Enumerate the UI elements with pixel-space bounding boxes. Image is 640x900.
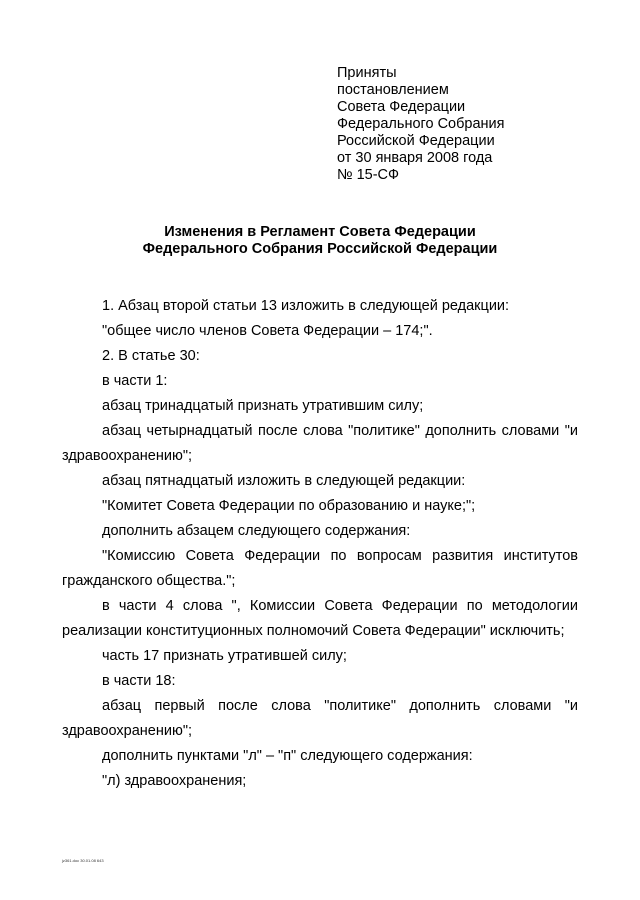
paragraph: абзац четырнадцатый после слова "политике" дополнить словами "и здравоохранению";: [62, 423, 578, 464]
paragraph: в части 1:: [102, 373, 168, 389]
paragraph: абзац тринадцатый признать утратившим силу;: [102, 398, 424, 414]
document-title: [0, 224, 640, 258]
document-body: [62, 294, 578, 794]
paragraph: 2. В статье 30:: [102, 348, 200, 364]
paragraph: абзац пятнадцатый изложить в следующей редакции:: [102, 473, 466, 489]
stamp-line: Приняты: [337, 65, 397, 81]
stamp-line: от 30 января 2008 года: [337, 150, 493, 166]
paragraph: в части 4 слова ", Комиссии Совета Федерации по методологии реализации конституционных полномочий Совета Федерации" исключить;: [62, 598, 578, 639]
stamp-line: Совета Федерации: [337, 99, 466, 115]
stamp-line: постановлением: [337, 82, 449, 98]
paragraph: абзац первый после слова "политике" дополнить словами "и здравоохранению";: [62, 698, 578, 739]
stamp-line: № 15-СФ: [337, 167, 400, 183]
paragraph: 1. Абзац второй статьи 13 изложить в следующей редакции:: [102, 298, 510, 314]
paragraph: "Комиссию Совета Федерации по вопросам развития институтов гражданского общества.";: [62, 548, 578, 589]
stamp-line: Федерального Собрания: [337, 116, 505, 132]
paragraph: "общее число членов Совета Федерации – 174;".: [102, 323, 433, 339]
paragraph: "Комитет Совета Федерации по образованию и науке;";: [102, 498, 476, 514]
paragraph: дополнить пунктами "л" – "п" следующего содержания:: [102, 748, 473, 764]
paragraph: "л) здравоохранения;: [102, 773, 247, 789]
adoption-stamp: [337, 65, 505, 184]
stamp-line: Российской Федерации: [337, 133, 495, 149]
paragraph: дополнить абзацем следующего содержания:: [102, 523, 411, 539]
paragraph: часть 17 признать утратившей силу;: [102, 648, 347, 664]
paragraph: в части 18:: [102, 673, 176, 689]
title-line-1: Изменения в Регламент Совета Федерации: [164, 224, 476, 240]
file-footer: jz361.doc 30.01.08 643: [62, 858, 104, 863]
title-line-2: Федерального Собрания Российской Федерации: [142, 241, 498, 257]
